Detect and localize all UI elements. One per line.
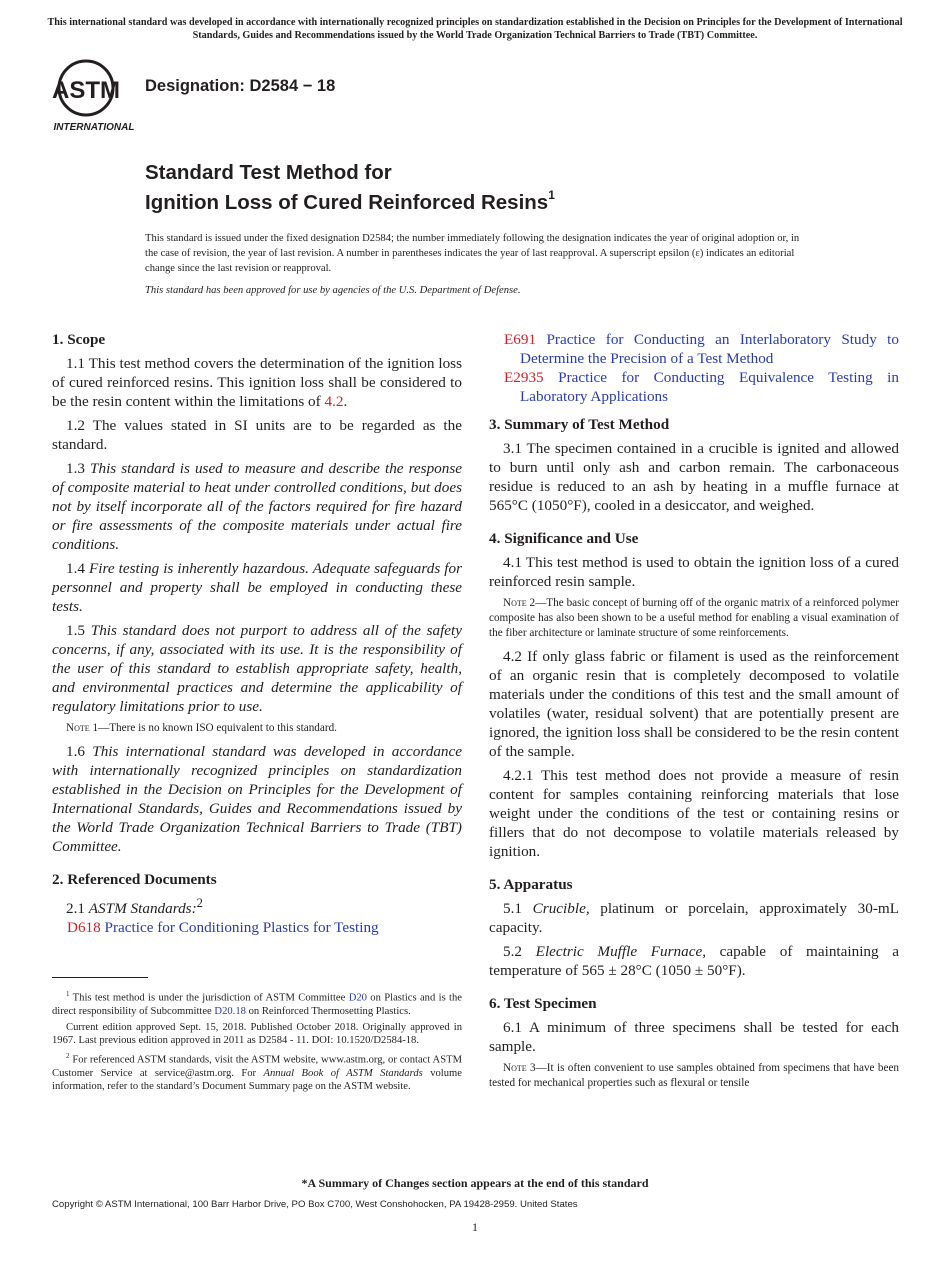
paragraph-3-1: 3.1 The specimen contained in a crucible is ignited and allowed to burn until only ash and carbon remain. The carbonaceous residue is reduced to an ash by heating in a muffle furnace at 565°C (1050°F), cooled in a desiccator, and weighed. (489, 440, 899, 514)
paragraph-1-3: 1.3 This standard is used to measure and describe the response of composite material to heat under controlled conditions, but does not by itself incorporate all of the factors required for fire hazard or fire assessments of the composite materials under actual fire conditions. (52, 460, 463, 553)
footnotes (52, 988, 462, 1096)
paragraph-6-1: 6.1 A minimum of three specimens shall be tested for each sample. (489, 1019, 899, 1055)
note-3: Note 3—It is often convenient to use samples obtained from specimens that have been tested for mechanical properties such as flexural or tensile (489, 1062, 899, 1089)
title-line-2: Ignition Loss of Cured Reinforced Resins$^1$ (145, 188, 555, 214)
dod-approval: This standard has been approved for use by agencies of the U.S. Department of Defense. (145, 285, 521, 296)
paragraph-1-2: 1.2 The values stated in SI units are to be regarded as the standard. (52, 417, 462, 453)
paragraph-1-1: 1.1 This test method covers the determination of the ignition loss of cured reinforced resins. This ignition loss shall be considered to be the resin content within the limitations of 4.2. (52, 355, 462, 410)
paragraph-1-4: 1.4 Fire testing is inherently hazardous. Adequate safeguards for personnel and property shall be employed in conducting these tests. (52, 560, 462, 615)
section-heading-referenced: 2. Referenced Documents (52, 871, 217, 888)
paragraph-4-1: 4.1 This test method is used to obtain the ignition loss of a cured reinforced resin sample. (489, 554, 899, 590)
reference-code[interactable]: D618 (67, 919, 101, 937)
section-heading-specimen: 6. Test Specimen (489, 995, 597, 1012)
note-1: Note 1—There is no known ISO equivalent to this standard. (66, 722, 337, 734)
reference-code[interactable]: E691 (504, 331, 537, 348)
paragraph-1-5: 1.5 This standard does not purport to address all of the safety concerns, if any, associated with its use. It is the responsibility of the user of this standard to establish appropriate safety, health, and environmental practices and determine the applicability of regulatory limitations prior to use. (52, 622, 462, 715)
reference-title[interactable]: Practice for Conducting Equivalence Testing in Laboratory Applications (520, 369, 899, 405)
copyright: Copyright © ASTM International, 100 Barr Harbor Drive, PO Box C700, West Conshohocken, PA 19428-2959. United States (52, 1199, 578, 1210)
summary-of-changes-notice: *A Summary of Changes section appears at the end of this standard (301, 1176, 649, 1190)
reference-item[interactable] (52, 918, 462, 937)
footnote-divider (52, 977, 148, 978)
document-title (145, 160, 555, 215)
paragraph-2-1: 2.1 ASTM Standards:$^2$ (66, 896, 203, 918)
paragraph-5-1: 5.1 Crucible, platinum or porcelain, approximately 30-mL capacity. (489, 900, 900, 936)
paragraph-4-2: 4.2 If only glass fabric or filament is used as the reinforcement of an organic resin that is completely decomposed to volatile materials under the conditions of this test and the small amount of volatiles (water, residual solvent) that are potentially present are ignored, the ignition loss shall be considered to be the resin content of the sample. (489, 648, 899, 760)
astm-logo-text: ASTM (52, 77, 120, 104)
section-heading-summary: 3. Summary of Test Method (489, 416, 670, 433)
top-notice: This international standard was developed in accordance with internationally recognized principles on standardization established in the Decision on Principles for the Development of International Standards, Guides and Recommendations issued by the World Trade Organization Technical Barriers to Trade (TBT) Committee. (47, 17, 903, 41)
reference-code[interactable]: E2935 (504, 369, 544, 386)
note-2: Note 2—The basic concept of burning off of the organic matrix of a reinforced polymer composite has also been shown to be a useful method for enabling a visual examination of the fiber architecture or laminate structure of some reinforcements. (489, 597, 899, 639)
section-heading-significance: 4. Significance and Use (489, 530, 639, 547)
issued-statement: This standard is issued under the fixed designation D2584; the number immediately following the designation indicates the year of original adoption or, in the case of revision, the year of last revision. A number in parentheses indicates the year of last reapproval. A superscript epsilon (ε) indicates an editorial change since the last revision or reapproval. (145, 233, 800, 274)
left-column (52, 330, 462, 937)
page-number: 1 (472, 1220, 478, 1234)
reference-item[interactable] (489, 368, 899, 406)
reference-title[interactable]: Practice for Conditioning Plastics for Testing (100, 919, 379, 937)
astm-logo-subtext: INTERNATIONAL (53, 122, 135, 133)
paragraph-1-6: 1.6 This international standard was developed in accordance with internationally recognized principles on standardization established in the Decision on Principles for the Development of International Standards, Guides and Recommendations issued by the World Trade Organization Technical Barriers to Trade (TBT) Committee. (52, 743, 463, 855)
title-footnote-ref[interactable]: 1 (548, 188, 555, 202)
paragraph-4-2-1: 4.2.1 This test method does not provide a measure of resin content for samples containing reinforcing materials that lose weight under the conditions of the test or containing resins or fillers that do not decompose to volatile materials released by ignition. (489, 767, 899, 860)
section-heading-scope: 1. Scope (52, 331, 106, 348)
committee-link[interactable]: D20 (348, 992, 367, 1004)
reference-item[interactable] (489, 330, 899, 368)
paragraph-5-2: 5.2 Electric Muffle Furnace, capable of maintaining a temperature of 565 ± 28°C (1050 ± 50°F). (489, 943, 900, 979)
xref-4-2[interactable]: 4.2 (324, 393, 344, 410)
section-heading-apparatus: 5. Apparatus (489, 876, 573, 893)
footnote-2: $^2$ For referenced ASTM standards, visit the ASTM website, www.astm.org, or contact ASTM Customer Service at service@astm.org. For Annual Book of ASTM Standards volume information, refer to the standard’s Document Summary page on the ASTM website. (52, 1052, 462, 1093)
reference-title[interactable]: Practice for Conducting an Interlaboratory Study to Determine the Precision of a Test Method (520, 331, 899, 367)
footnote-ref-2[interactable]: 2 (196, 896, 203, 910)
footnote-edition: Current edition approved Sept. 15, 2018. Published October 2018. Originally approved in 1967. Last previous edition approved in 2011 as D2584 - 11. DOI: 10.1520/D2584-18. (52, 1021, 462, 1047)
right-column (489, 330, 899, 1097)
astm-logo (52, 58, 136, 134)
title-line-1: Standard Test Method for (145, 161, 392, 184)
designation: Designation: D2584 − 18 (145, 77, 336, 95)
footnote-1: $^1$ This test method is under the jurisdiction of ASTM Committee D20 on Plastics and is the direct responsibility of Subcommittee D20.18 on Reinforced Thermosetting Plastics. (52, 990, 462, 1017)
subcommittee-link[interactable]: D20.18 (214, 1005, 246, 1017)
